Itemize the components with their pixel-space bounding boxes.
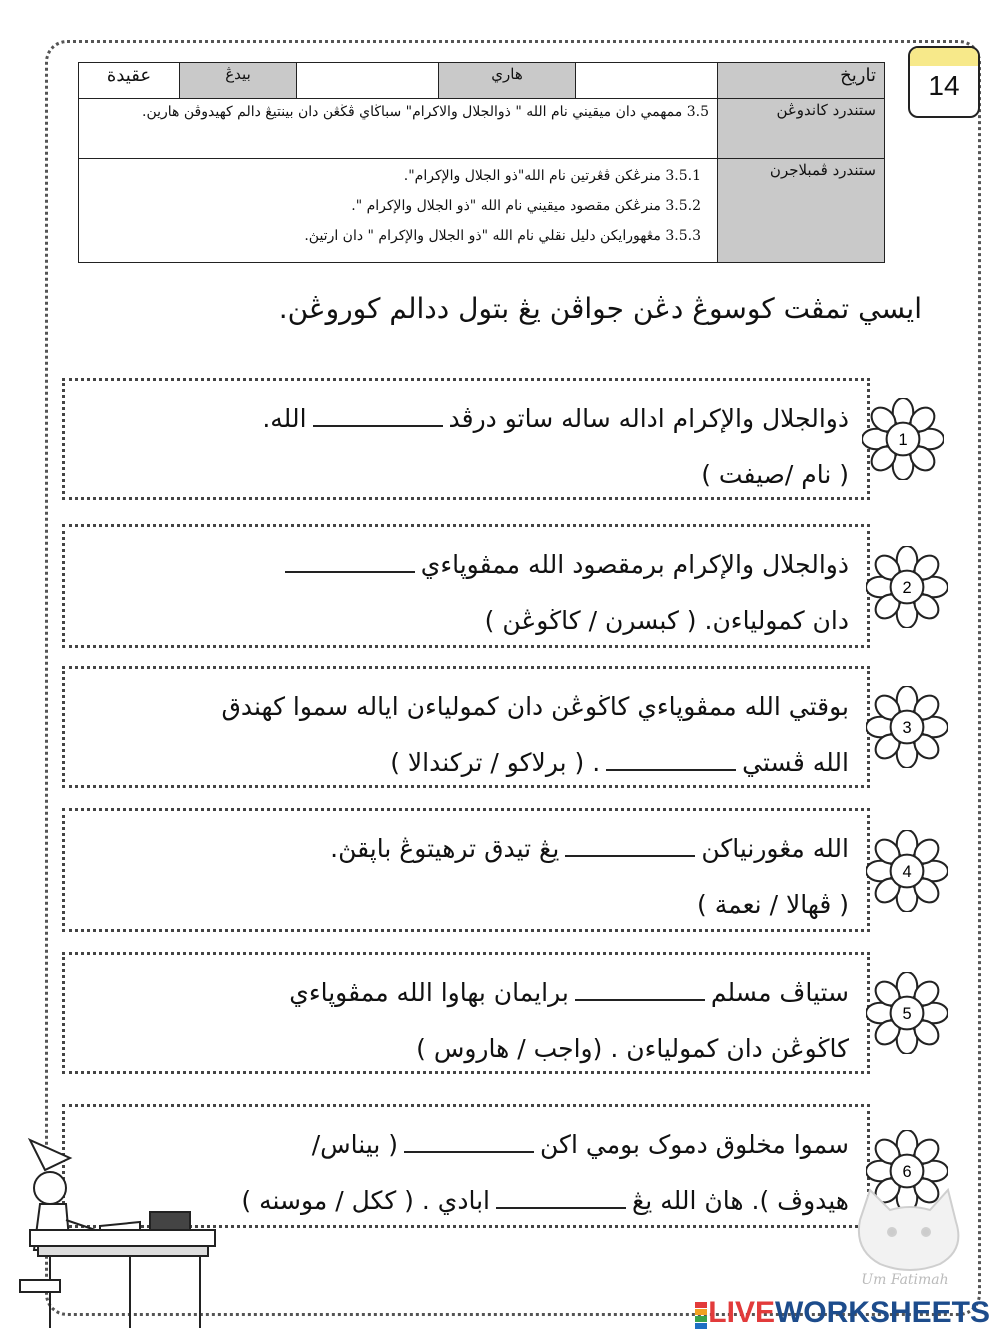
question-number: 5	[902, 1005, 912, 1024]
q3-line2-before: الله ڤستي	[742, 748, 849, 777]
learning-standard-item: 3.5.3 مڠهورايكن دليل نقلي نام الله "ذو الجلال والإكرام " دان ارتيڽ.	[304, 228, 701, 244]
flower-number-icon	[862, 398, 944, 480]
q5-options: كاڬوڠن دان كمولياءن . (واجب / هاروس )	[416, 1034, 849, 1063]
flower-number-icon	[866, 686, 948, 768]
question-box-2	[62, 524, 870, 648]
q6-options: ابادي . ( ككل / موسنه )	[241, 1186, 490, 1215]
flower-number-icon	[866, 972, 948, 1054]
learning-standard-item: 3.5.2 منرڠكن مقصود ميقيني نام الله "ذو الجلال والإكرام ".	[351, 198, 701, 214]
q1-options: ( نام /صيفت )	[701, 460, 849, 489]
liveworksheets-brand[interactable]	[708, 1296, 990, 1330]
q3-options: . ( برلاكو / تركندالا )	[390, 748, 601, 777]
q2-text-before: ذوالجلال والإكرام برمقصود الله ممڤوڽاءي	[420, 550, 849, 579]
q5-text-before: ستياڤ مسلم	[710, 978, 849, 1007]
q2-answer-blank[interactable]	[285, 545, 415, 573]
q4-text-before: الله مڠورنياكن	[701, 834, 849, 863]
q3-answer-blank[interactable]	[606, 743, 736, 771]
q5-answer-blank[interactable]	[575, 973, 705, 1001]
q6-answer-blank-2[interactable]	[496, 1181, 626, 1209]
instruction-text: ايسي تمڤت كوسوڠ دڠن جواڤن يڠ بتول ددالم كوروڠن.	[278, 292, 922, 325]
question-box-5	[62, 952, 870, 1074]
learning-standard-list	[79, 159, 718, 263]
date-value[interactable]	[576, 63, 718, 99]
question-number: 1	[898, 431, 908, 450]
page-number-tab	[908, 46, 980, 118]
brand-worksheets: WORKSHEETS	[774, 1296, 990, 1329]
cat-watermark-illustration	[830, 1180, 980, 1290]
question-number: 6	[902, 1163, 912, 1182]
q4-text-after: يڠ تيدق ترهيتوڠ باڽقڽ.	[330, 834, 560, 863]
content-standard-text: 3.5 ممهمي دان ميقيني نام الله " ذوالجلال والاكرام" سباڬاي ڤڬڠن دان بينتيڠ دالم كهيدوڤن هارين.	[79, 99, 718, 159]
question-box-1	[62, 378, 870, 500]
question-number: 4	[902, 863, 912, 882]
flower-number-icon	[866, 546, 948, 628]
content-standard-label: ستندرد كاندوڠن	[718, 99, 885, 159]
header-table	[78, 62, 885, 263]
q4-answer-blank[interactable]	[565, 829, 695, 857]
date-label: تاريخ	[718, 63, 885, 99]
q2-options: دان كمولياءن. ( كبسرن / كاڬوڠن )	[484, 606, 849, 635]
q1-text-after: الله.	[262, 404, 307, 433]
question-number: 3	[902, 719, 912, 738]
q6-answer-blank-1[interactable]	[404, 1125, 534, 1153]
question-number: 2	[902, 579, 912, 598]
liveworksheets-logo-icon	[695, 1302, 707, 1330]
learning-standard-label: ستندرد ڤمبلاجرن	[718, 159, 885, 263]
field-label: بيدڠ	[180, 63, 297, 99]
question-box-4	[62, 808, 870, 932]
q3-text-before: بوقتي الله ممڤوڽاءي كاڬوڠن دان كمولياءن اياله سموا كهندق	[221, 692, 849, 721]
flower-number-icon	[866, 830, 948, 912]
q1-text-before: ذوالجلال والإكرام اداله ساله ساتو درڤد	[448, 404, 849, 433]
q1-answer-blank[interactable]	[313, 399, 443, 427]
q6-text-after: ( بيناس/	[311, 1130, 399, 1159]
day-value[interactable]	[297, 63, 439, 99]
q6-text-before: سموا مخلوق دموک بومي اكن	[540, 1130, 849, 1159]
q5-text-after: برايمان بهاوا الله ممڤوڽاءي	[289, 978, 569, 1007]
q4-options: ( ڤهالا / نعمة )	[697, 890, 849, 919]
student-desk-illustration	[10, 1130, 220, 1330]
field-value: عقيدة	[79, 63, 180, 99]
day-label: هاري	[439, 63, 576, 99]
q6-line2-before: هيدوڤ ). هاڽ الله يڠ	[632, 1186, 849, 1215]
watermark-signature: Um Fatimah	[861, 1272, 949, 1288]
page-number: 14	[928, 70, 960, 101]
question-box-3	[62, 666, 870, 788]
learning-standard-item: 3.5.1 منرڠكن ڤڠرتين نام الله"ذو الجلال والإكرام".	[403, 168, 701, 184]
brand-live: LIVE	[708, 1296, 775, 1329]
